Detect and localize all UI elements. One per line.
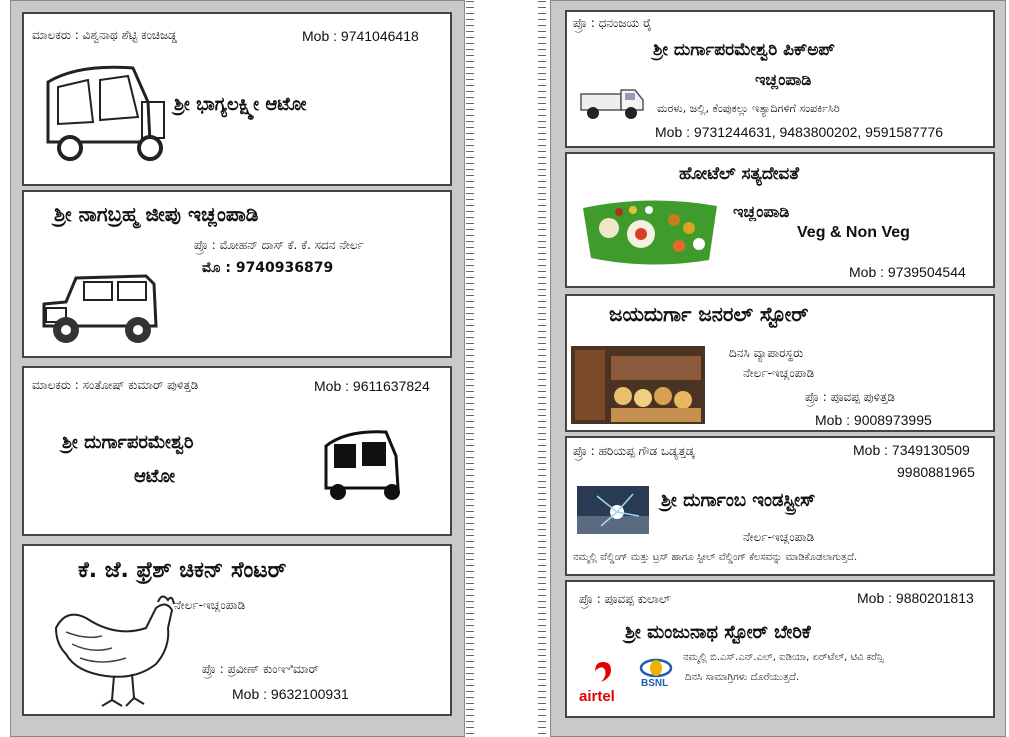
- service-description-1: ನಮ್ಮಲ್ಲಿ ಬಿ.ಎಸ್.ಎನ್.ಎಲ್, ಐಡಿಯಾ, ಏರ್‌ಟೆಲ್, ಟಿವಿ ಕರೆನ್ಸಿ: [683, 652, 884, 663]
- mobile-number: Mob : 9632100931: [232, 686, 349, 702]
- pickup-truck-icon: [579, 82, 647, 122]
- place-line: ನೇರ್ಲ-ಇಚ್ಲಂಪಾಡಿ: [743, 366, 815, 380]
- welding-image: [577, 486, 649, 534]
- banana-leaf-meal-image: [579, 198, 721, 268]
- bsnl-logo-icon: [639, 656, 673, 678]
- business-title: ಶ್ರೀ ದುರ್ಗಾಪರಮೇಶ್ವರಿ ಪಿಕ್‌ಅಪ್: [653, 40, 835, 60]
- place-line: ನೇರ್ಲ-ಇಚ್ಲಂಪಾಡಿ: [174, 598, 246, 612]
- service-description: ನಮ್ಮಲ್ಲಿ ವೆಲ್ಡಿಂಗ್ ಮತ್ತು ಟ್ರಸ್ ಹಾಗೂ ಸ್ಟೀಲ್ ವೆಲ್ಡಿಂಗ್ ಕೆಲಸವನ್ನು ಮಾಡಿಕೊಡಲಾಗುತ್ತದೆ.: [573, 552, 858, 563]
- right-page-edge: [538, 0, 546, 737]
- mobile-number: Mob : 9008973995: [815, 412, 932, 428]
- business-title: ಕೆ. ಜೆ. ಫ್ರೆಶ್ ಚಿಕನ್ ಸೆಂಟರ್: [78, 558, 287, 583]
- proprietor-line: ಪ್ರೊ : ಧನಂಜಯ ರೈ: [573, 16, 652, 30]
- proprietor-line: ಪ್ರೊ : ಪೂವಪ್ಪ ಪುಳಿತ್ತಡಿ: [805, 390, 895, 404]
- ad-jayadurga-general-store: [565, 294, 995, 432]
- ad-durgaparameshwari-auto: [22, 366, 452, 536]
- ad-kj-fresh-chicken: [22, 544, 452, 716]
- place-line: ನೇರ್ಲ-ಇಚ್ಲಂಪಾಡಿ: [743, 530, 815, 544]
- grocery-store-image: [571, 346, 705, 424]
- proprietor-line: ಪ್ರೊ : ಹರಿಯಪ್ಪ ಗೌಡ ಒಡ್ಯತ್ತಡ್ಕ: [573, 444, 695, 458]
- proprietor-line: ಪ್ರೊ : ಪೂವಪ್ಪ ಕುಲಾಲ್: [579, 592, 671, 606]
- airtel-logo-text: airtel: [579, 688, 615, 705]
- ad-hotel-satyadevate: [565, 152, 995, 288]
- business-title: ಶ್ರೀ ಭಾಗ್ಯಲಕ್ಷ್ಮೀ ಆಟೋ: [174, 94, 307, 115]
- airtel-logo-icon: [577, 660, 623, 684]
- mobile-number: Mob : 9880201813: [857, 590, 974, 606]
- business-title-line2: ಆಟೋ: [134, 466, 176, 487]
- proprietor-line: ಪ್ರೊ : ಮೋಹನ್ ದಾಸ್ ಕೆ. ಕೆ. ಸದನ ನೇರ್ಲ: [194, 238, 364, 252]
- service-description-2: ದಿನಸಿ ಸಾಮಾಗ್ರಿಗಳು ದೊರೆಯುತ್ತದೆ.: [685, 672, 800, 683]
- mobile-number: Mob : 9611637824: [314, 378, 430, 394]
- mobile-number: ಮೊ : 9740936879: [202, 260, 334, 276]
- ad-durgaparameshwari-pickup: [565, 10, 995, 148]
- service-description: ಮರಳು, ಜಲ್ಲಿ, ಕೆಂಪುಕಲ್ಲು ಇತ್ಯಾದಿಗಳಿಗೆ ಸಂಪರ್ಕಿಸಿರಿ: [657, 102, 840, 115]
- ad-nagabrahma-jeep: [22, 190, 452, 358]
- business-title: ಶ್ರೀ ನಾಗಬ್ರಹ್ಮ ಜೀಪು ಇಚ್ಲಂಪಾಡಿ: [54, 202, 259, 226]
- place-line: ಇಚ್ಲಂಪಾಡಿ: [755, 70, 812, 89]
- mobile-number-1: Mob : 7349130509: [853, 442, 970, 458]
- business-title: ಶ್ರೀ ಮಂಜುನಾಥ ಸ್ಟೋರ್ ಬೇರಿಕೆ: [625, 622, 811, 643]
- hen-icon: [46, 588, 176, 710]
- auto-rickshaw-icon: [38, 62, 173, 162]
- left-page-edge: [466, 0, 474, 737]
- owner-line: ಮಾಲಕರು : ವಿಶ್ವನಾಥ ಶೆಟ್ಟಿ ಕಂಚಿಜಡ್ಡ: [32, 28, 178, 42]
- auto-rickshaw-icon: [316, 426, 408, 504]
- mobile-numbers: Mob : 9731244631, 9483800202, 9591587776: [655, 124, 944, 140]
- bsnl-logo-text: BSNL: [641, 678, 669, 689]
- veg-nonveg-label: Veg & Non Veg: [797, 224, 910, 241]
- mobile-number-2: 9980881965: [897, 464, 975, 480]
- jeep-icon: [36, 264, 166, 348]
- business-title: ಜಯದುರ್ಗಾ ಜನರಲ್ ಸ್ಟೋರ್: [609, 302, 809, 326]
- proprietor-line: ಪ್ರೊ : ಪ್ರವೀಣ್ ಕುಂಞಿಮಾರ್: [202, 662, 319, 676]
- trade-description: ದಿನಸಿ ವ್ಯಾಪಾರಸ್ಥರು: [729, 346, 804, 360]
- mobile-number: Mob : 9739504544: [849, 264, 966, 280]
- ad-durgamba-industries: [565, 436, 995, 576]
- business-title-line1: ಶ್ರೀ ದುರ್ಗಾಪರಮೇಶ್ವರಿ: [62, 432, 194, 453]
- ad-bhagyalakshmi-auto: [22, 12, 452, 186]
- place-line: ಇಚ್ಲಂಪಾಡಿ: [733, 202, 790, 221]
- mobile-number: Mob : 9741046418: [302, 28, 419, 44]
- business-title: ಹೋಟೆಲ್ ಸತ್ಯದೇವತೆ: [679, 164, 800, 184]
- ad-manjunatha-store: [565, 580, 995, 718]
- owner-line: ಮಾಲಕರು : ಸಂತೋಷ್ ಕುಮಾರ್ ಪುಳಿತ್ತಡಿ: [32, 378, 199, 392]
- business-title: ಶ್ರೀ ದುರ್ಗಾಂಬ ಇಂಡಸ್ಟ್ರೀಸ್: [661, 490, 816, 511]
